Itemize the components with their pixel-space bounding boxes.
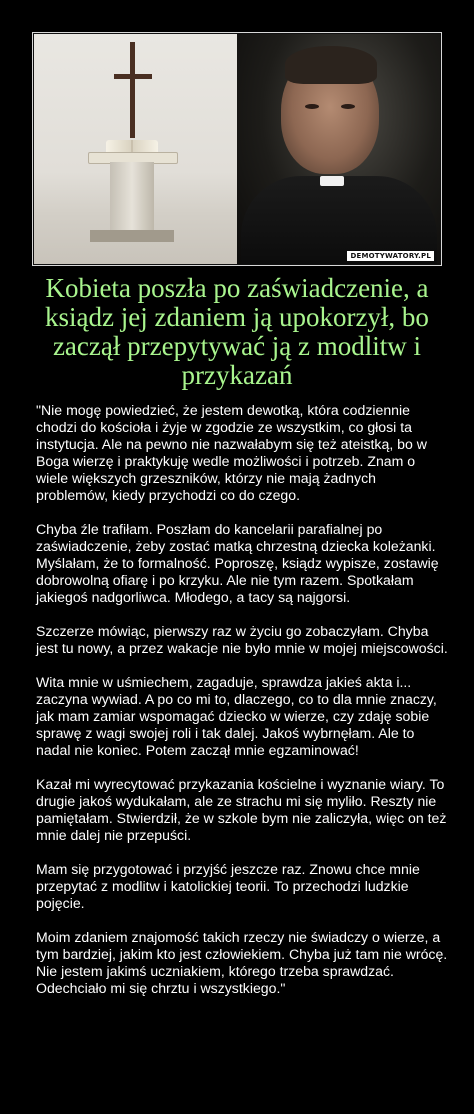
story-text <box>36 402 448 1014</box>
demotivator-photo <box>34 34 440 264</box>
site-watermark: DEMOTYWATORY.PL <box>347 251 434 261</box>
story-paragraph: Mam się przygotować i przyjść jeszcze raz. Znowu chce mnie przepytać z modlitw i katolickiej teorii. To przechodzi ludzkie pojęcie. <box>36 861 420 911</box>
priest-portrait-image <box>237 34 440 264</box>
clerical-collar <box>320 176 344 186</box>
story-paragraph: "Nie mogę powiedzieć, że jestem dewotką, która codziennie chodzi do kościoła i żyje w zgodzie ze wszystkim, co głosi ta instytucja. Ale na pewno nie nazwałabym się też ateistką, bo w Boga wierzę i praktykuję wedle możliwości i potrzeb. Znam o wiele większych grzeszników, którzy nie mają żadnych problemów, kiedy przychodzi co do czego. <box>36 402 427 503</box>
post-title: Kobieta poszła po zaświadczenie, a ksiądz jej zdaniem ją upokorzył, bo zaczął przepytywać ją z modlitw i przykazań <box>45 273 429 390</box>
cross-icon <box>130 42 135 138</box>
eye-left <box>305 104 319 109</box>
church-interior-image <box>34 34 237 264</box>
story-paragraph: Szczerze mówiąc, pierwszy raz w życiu go zobaczyłam. Chyba jest tu nowy, a przez wakacje nie było mnie w mojej miejscowości. <box>36 623 448 656</box>
story-paragraph: Moim zdaniem znajomość takich rzeczy nie świadczy o wierze, a tym bardziej, jakim kto jest człowiekiem. Chyba już tam nie wrócę. Nie jestem jakimś uczniakiem, którego trzeba sprawdzać. Odechciało mi się chrztu i wszystkiego." <box>36 929 448 996</box>
story-paragraph: Wita mnie w uśmiechem, zagaduje, sprawdza jakieś akta i... zaczyna wywiad. A po co mi to, dlaczego, co to dla mnie znaczy, jak mam zamiar wspomagać dziecko w wierze, czy zdaję sobie sprawę z wagi swojej roli i tak dalej. Jakoś wybrnęłam. Ale to nadal nie koniec. Potem zaczął mnie egzaminować! <box>36 674 437 758</box>
priest-hair <box>285 46 377 84</box>
open-book-icon <box>106 140 158 152</box>
cross-icon-bar <box>114 74 152 79</box>
lectern-base <box>90 230 174 242</box>
lectern <box>110 162 154 232</box>
image-frame <box>32 32 442 266</box>
story-paragraph: Kazał mi wyrecytować przykazania kościelne i wyznanie wiary. To drugie jakoś wydukałam, ale ze strachu mi się myliło. Reszty nie pamiętałam. Stwierdził, że w szkole bym nie zaliczyła, więc on też mnie dalej nie przepuści. <box>36 776 447 843</box>
eye-right <box>341 104 355 109</box>
story-paragraph: Chyba źle trafiłam. Poszłam do kancelarii parafialnej po zaświadczenie, żeby zostać matką chrzestną dziecka koleżanki. Myślałam, że to formalność. Poproszę, ksiądz wypisze, zostawię dobrowolną ofiarę i po krzyku. Ale nie tym razem. Spotkałam jakiegoś nadgorliwca. Młodego, a tacy są najgorsi. <box>36 521 439 605</box>
